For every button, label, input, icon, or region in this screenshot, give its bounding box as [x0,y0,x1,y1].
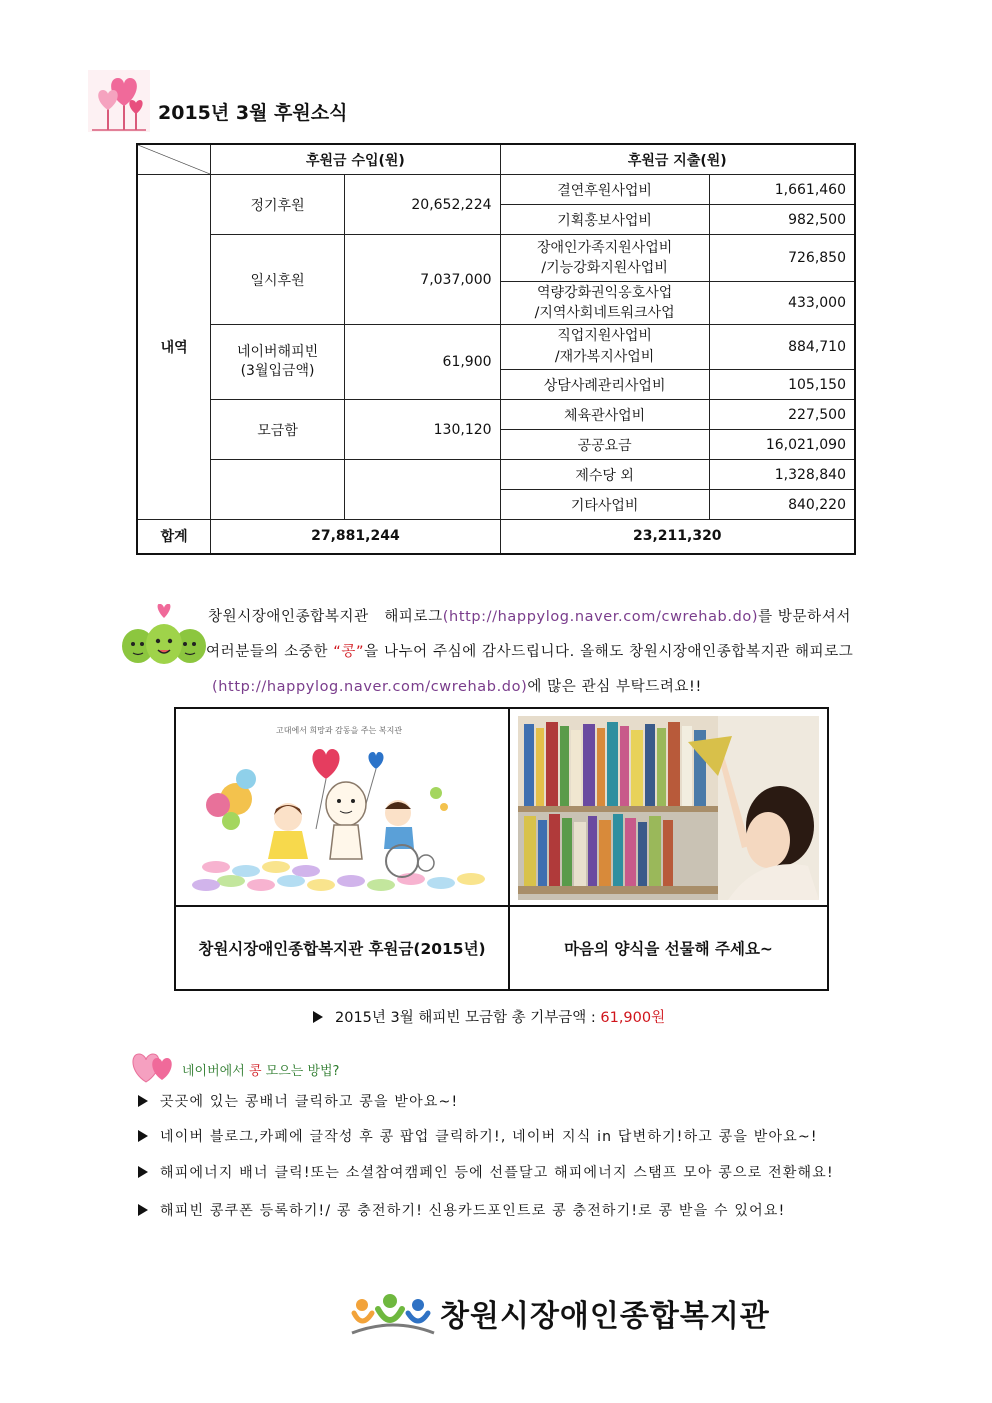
thanks-message [208,600,898,705]
message-line-1 [208,600,898,635]
expense-amount: 982,500 [709,205,855,235]
heart-tree-icon [88,70,150,132]
child-bookshelf-photo [518,716,819,900]
arrow-icon [138,1166,148,1178]
howto-bullet [138,1162,834,1182]
expense-name: 제수당 외 [500,460,709,490]
expense-name-line1: 직업지원사업비 [557,328,652,344]
income-amount: 20,652,224 [344,175,500,235]
finance-table [136,143,856,555]
diagonal-header-cell [137,144,211,175]
expense-amount: 840,220 [709,490,855,520]
empty-cell [211,460,345,520]
total-expense: 23,211,320 [500,520,855,554]
expense-name-line2: /기능강화지원사업비 [541,260,668,276]
expense-name: 기획홍보사업비 [500,205,709,235]
income-amount: 130,120 [344,400,500,460]
howto-bullet-text: 곳곳에 있는 콩배너 클릭하고 콩을 받아요~! [160,1094,459,1110]
pink-hearts-icon [128,1046,178,1086]
total-row [137,520,855,554]
expense-name-line2: /재가복지사업비 [554,349,655,365]
howto-title-b: 모으는 방법? [261,1064,340,1079]
arrow-icon [138,1130,148,1142]
caption-right: 마음의 양식을 선물해 주세요~ [564,940,773,958]
income-amount: 7,037,000 [344,235,500,325]
donation-text: 2015년 3월 해피빈 모금함 총 기부금액 : [335,1010,601,1026]
expense-name: 결연후원사업비 [500,175,709,205]
children-illustration [176,709,506,905]
expense-amount: 1,661,460 [709,175,855,205]
illustration-caption: 고대에서 희망과 감동을 주는 복지관 [276,726,403,735]
page-title: 2015년 3월 후원소식 [158,102,348,124]
table-row [137,325,855,370]
caption-left: 창원시장애인종합복지관 후원금(2015년) [176,907,510,989]
expense-name-line1: 역량강화권익옹호사업 [537,285,673,301]
arrow-icon [138,1204,148,1216]
howto-title-kong: 콩 [248,1064,262,1079]
expense-name: 체육관사업비 [500,400,709,430]
expense-amount: 16,021,090 [709,430,855,460]
arrow-icon [138,1095,148,1107]
howto-bullet [138,1200,785,1220]
income-name-line1: 네이버해피빈 [236,344,319,360]
org-name: 창원시장애인종합복지관 [208,609,369,625]
org-logo-icon [350,1287,436,1337]
expense-header: 후원금 지출(원) [500,144,855,175]
message-line-3 [212,670,898,705]
expense-name: 상담사례관리사업비 [500,370,709,400]
expense-name [500,235,709,282]
arrow-icon [313,1011,323,1023]
row-label-details: 내역 [137,175,211,520]
total-label: 합계 [137,520,211,554]
table-row [137,460,855,490]
howto-title-a: 네이버에서 [182,1064,249,1079]
illustration-cell [176,709,510,907]
image-grid [174,707,829,991]
income-name: 정기후원 [211,175,345,235]
income-name-line2: (3월입금액) [240,363,315,379]
total-income: 27,881,244 [211,520,500,554]
expense-name-line1: 장애인가족지원사업비 [537,240,673,256]
howto-bullet [138,1126,818,1146]
expense-name-line2: /지역사회네트워크사업 [534,305,675,321]
howto-title [182,1060,339,1079]
expense-amount: 1,328,840 [709,460,855,490]
expense-amount: 884,710 [709,325,855,370]
photo-cell [510,709,827,907]
donation-total [313,1006,665,1027]
income-amount: 61,900 [344,325,500,400]
table-row [137,175,855,205]
howto-bullet-text: 네이버 블로그,카페에 글작성 후 콩 팝업 클릭하기!, 네이버 지식 in 답변하기!하고 콩을 받아요~! [160,1129,818,1145]
expense-name [500,325,709,370]
happylog-url-link-2[interactable]: (http://happylog.naver.com/cwrehab.do) [212,679,528,695]
expense-name: 공공요금 [500,430,709,460]
howto-bullet-text: 해피에너지 배너 클릭!또는 소셜참여캠페인 등에 선플달고 해피에너지 스탬프 모아 콩으로 전환해요! [160,1165,834,1181]
kong-word: “콩” [333,644,365,660]
expense-name [500,282,709,325]
message-text-b: 을 나누어 주심에 감사드립니다. 올해도 창원시장애인종합복지관 해피로그 [364,644,854,660]
table-header-row [137,144,855,175]
table-row [137,235,855,282]
donation-amount: 61,900원 [600,1010,666,1026]
empty-cell [344,460,500,520]
income-name: 모금함 [211,400,345,460]
happylog-label: 해피로그 [384,609,443,625]
howto-bullet [138,1091,458,1111]
income-header: 후원금 수입(원) [211,144,500,175]
message-text-c: 에 많은 관심 부탁드려요!! [527,679,702,695]
expense-name: 기타사업비 [500,490,709,520]
message-line-2 [206,635,898,670]
table-row [137,400,855,430]
expense-amount: 227,500 [709,400,855,430]
expense-amount: 726,850 [709,235,855,282]
logo-text: 창원시장애인종합복지관 [440,1299,770,1334]
message-after-url: 를 방문하셔서 [758,609,851,625]
howto-bullet-text: 해피빈 콩쿠폰 등록하기!/ 콩 충전하기! 신용카드포인트로 콩 충전하기!로 콩 받을 수 있어요! [160,1203,786,1219]
income-name: 일시후원 [211,235,345,325]
message-text-a: 여러분들의 소중한 [206,644,329,660]
happylog-url-link[interactable]: (http://happylog.naver.com/cwrehab.do) [442,609,759,625]
bean-mascot-icon [118,604,210,670]
expense-amount: 105,150 [709,370,855,400]
income-name [211,325,345,400]
expense-amount: 433,000 [709,282,855,325]
